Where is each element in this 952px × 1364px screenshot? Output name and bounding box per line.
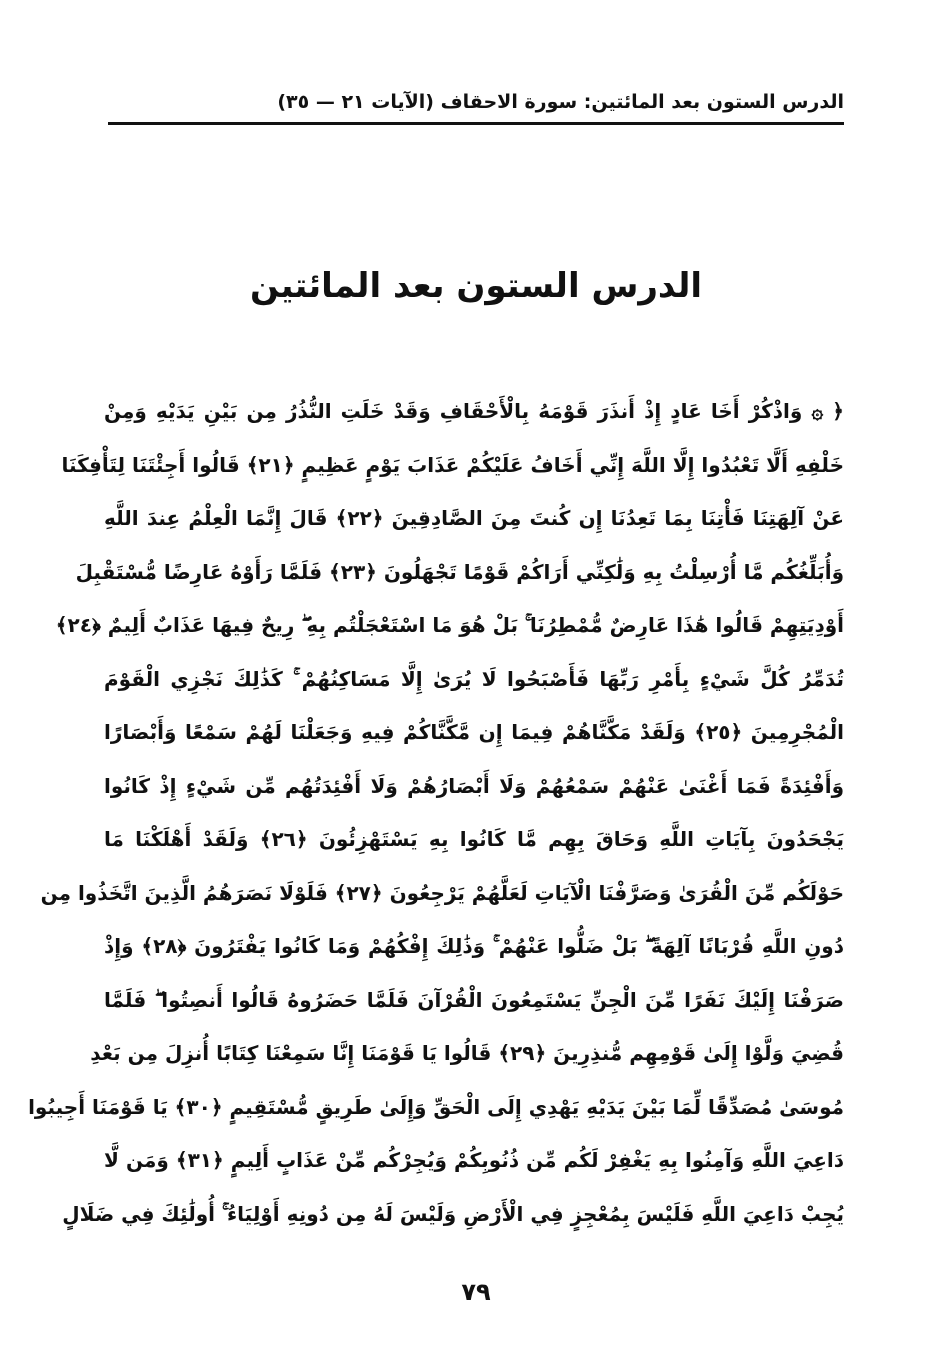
verse-line: أَوْدِيَتِهِمْ قَالُوا هَٰذَا عَارِضٌ مُّمْطِرُنَا ۚ بَلْ هُوَ مَا اسْتَعْجَلْتُم بِهِ ۖ رِيحٌ فِيهَا عَذَابٌ أَلِيمٌ ﴿٢٤﴾ — [55, 613, 844, 637]
verse-line: دُونِ اللَّهِ قُرْبَانًا آلِهَةً ۖ بَلْ ضَلُّوا عَنْهُمْ ۚ وَذَٰلِكَ إِفْكُهُمْ وَمَا كَانُوا يَفْتَرُونَ ﴿٢٨﴾ وَإِذْ — [104, 934, 845, 958]
verse-line: عَنْ آلِهَتِنَا فَأْتِنَا بِمَا تَعِدُنَا إِن كُنتَ مِنَ الصَّادِقِينَ ﴿٢٢﴾ قَالَ إِنَّمَا الْعِلْمُ عِندَ اللَّهِ — [104, 506, 844, 530]
verse-block — [28, 385, 845, 1255]
verse-line: يُجِبْ دَاعِيَ اللَّهِ فَلَيْسَ بِمُعْجِزٍ فِي الْأَرْضِ وَلَيْسَ لَهُ مِن دُونِهِ أَوْلِيَاءُ ۚ أُولَٰئِكَ فِي ضَلَالٍ — [62, 1201, 844, 1226]
verse-line: خَلْفِهِ أَلَّا تَعْبُدُوا إِلَّا اللَّهَ إِنِّي أَخَافُ عَلَيْكُمْ عَذَابَ يَوْمٍ عَظِيمٍ ﴿٢١﴾ قَالُوا أَجِئْتَنَا لِتَأْفِكَنَا — [61, 452, 844, 477]
verse-line: الْمُجْرِمِينَ ﴿٢٥﴾ وَلَقَدْ مَكَّنَّاهُمْ فِيمَا إِن مَّكَّنَّاكُمْ فِيهِ وَجَعَلْنَا لَهُمْ سَمْعًا وَأَبْصَارًا — [104, 720, 844, 744]
verse-line: مُوسَىٰ مُصَدِّقًا لِّمَا بَيْنَ يَدَيْهِ يَهْدِي إِلَى الْحَقِّ وَإِلَىٰ طَرِيقٍ مُّسْتَقِيمٍ ﴿٣٠﴾ يَا قَوْمَنَا أَجِيبُوا — [28, 1094, 844, 1119]
lesson-title: الدرس الستون بعد المائتين — [250, 266, 702, 306]
verse-line: وَأُبَلِّغُكُم مَّا أُرْسِلْتُ بِهِ وَلَٰكِنِّي أَرَاكُمْ قَوْمًا تَجْهَلُونَ ﴿٢٣﴾ فَلَمَّا رَأَوْهُ عَارِضًا مُّسْتَقْبِلَ — [75, 559, 844, 584]
verse-line: صَرَفْنَا إِلَيْكَ نَفَرًا مِّنَ الْجِنِّ يَسْتَمِعُونَ الْقُرْآنَ فَلَمَّا حَضَرُوهُ قَالُوا أَنصِتُوا ۖ فَلَمَّا — [104, 987, 844, 1012]
page-number: ٧٩ — [461, 1278, 491, 1306]
running-header: الدرس الستون بعد المائتين: سورة الاحقاف (الآيات ٢١ — ٣٥) — [277, 91, 844, 113]
verse-line: وَأَفْئِدَةً فَمَا أَغْنَىٰ عَنْهُمْ سَمْعُهُمْ وَلَا أَبْصَارُهُمْ وَلَا أَفْئِدَتُهُم مِّن شَيْءٍ إِذْ كَانُوا — [104, 773, 844, 798]
verse-line: تُدَمِّرُ كُلَّ شَيْءٍ بِأَمْرِ رَبِّهَا فَأَصْبَحُوا لَا يُرَىٰ إِلَّا مَسَاكِنُهُمْ ۚ كَذَٰلِكَ نَجْزِي الْقَوْمَ — [104, 666, 844, 691]
verse-line: قُضِيَ وَلَّوْا إِلَىٰ قَوْمِهِم مُّنذِرِينَ ﴿٢٩﴾ قَالُوا يَا قَوْمَنَا إِنَّا سَمِعْنَا كِتَابًا أُنزِلَ مِن بَعْدِ — [90, 1041, 844, 1065]
header-rule — [108, 122, 844, 125]
verse-line: حَوْلَكُم مِّنَ الْقُرَىٰ وَصَرَّفْنَا الْآيَاتِ لَعَلَّهُمْ يَرْجِعُونَ ﴿٢٧﴾ فَلَوْلَا نَصَرَهُمُ الَّذِينَ اتَّخَذُوا مِن — [40, 880, 844, 905]
verse-line: ﴿ ۞ وَاذْكُرْ أَخَا عَادٍ إِذْ أَنذَرَ قَوْمَهُ بِالْأَحْقَافِ وَقَدْ خَلَتِ النُّذُرُ مِن بَيْنِ يَدَيْهِ وَمِنْ — [104, 399, 844, 423]
verse-line: يَجْحَدُونَ بِآيَاتِ اللَّهِ وَحَاقَ بِهِم مَّا كَانُوا بِهِ يَسْتَهْزِئُونَ ﴿٢٦﴾ وَلَقَدْ أَهْلَكْنَا مَا — [104, 827, 844, 851]
verse-line: دَاعِيَ اللَّهِ وَآمِنُوا بِهِ يَغْفِرْ لَكُم مِّن ذُنُوبِكُمْ وَيُجِرْكُم مِّنْ عَذَابٍ أَلِيمٍ ﴿٣١﴾ وَمَن لَّا — [104, 1148, 844, 1172]
